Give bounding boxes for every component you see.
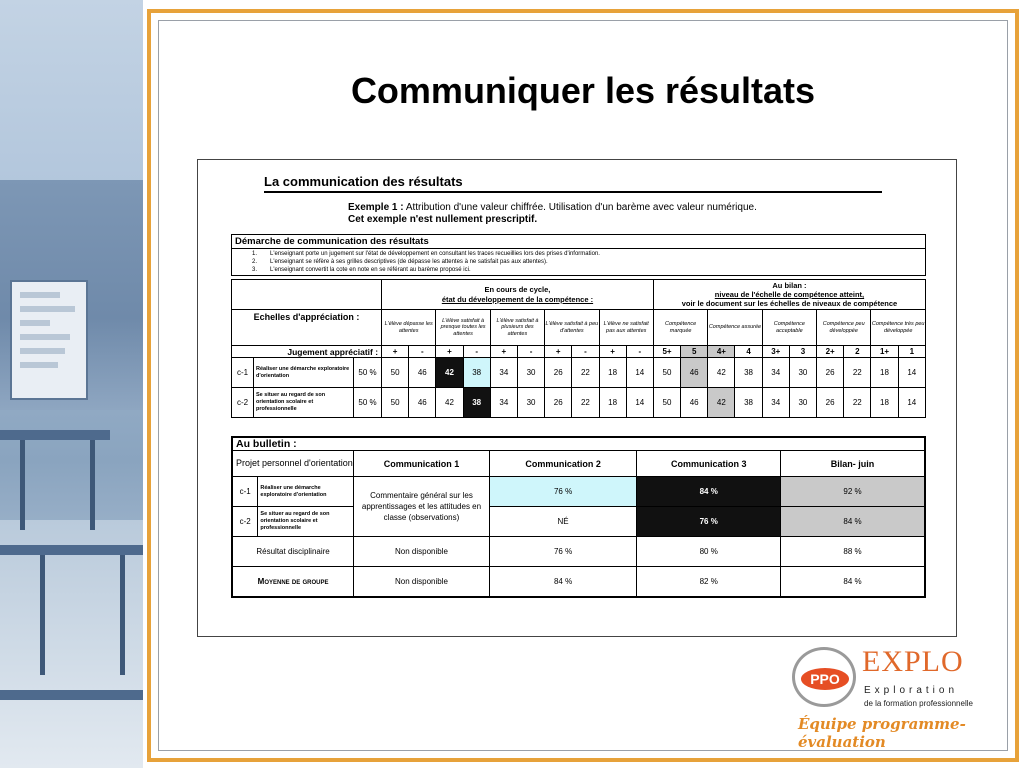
mark: 4 xyxy=(735,346,762,358)
bulletin-header: Bilan- juin xyxy=(781,451,925,477)
explo-subtitle: Exploration xyxy=(864,685,959,696)
mark: + xyxy=(382,346,409,358)
bilan-header: Au bilan : niveau de l'échelle de compétence atteint, voir le document sur les échelles de niveaux de compétence xyxy=(653,280,925,310)
list-item: 1. L'enseignant porte un jugement sur l'état de développement en consultant les traces recueillies lors des prises d'information. xyxy=(252,251,600,257)
scale-level: L'élève satisfait à plusieurs des attentes xyxy=(490,310,544,346)
bulletin-header: Communication 2 xyxy=(489,451,637,477)
mark: + xyxy=(599,346,626,358)
explo-wordmark: EXPLO xyxy=(862,645,964,678)
mark: + xyxy=(436,346,463,358)
demarche-box xyxy=(231,234,926,276)
mark: 1+ xyxy=(871,346,898,358)
mark: - xyxy=(626,346,653,358)
mark: 3 xyxy=(789,346,816,358)
mark: + xyxy=(490,346,517,358)
slide-title: Communiquer les résultats xyxy=(350,70,816,111)
mark: 2 xyxy=(844,346,871,358)
equipe-text: Équipe programme-évaluation xyxy=(798,715,966,751)
scale-level: L'élève satisfait à presque toutes les attentes xyxy=(436,310,490,346)
mark: - xyxy=(572,346,599,358)
scale-level: Compétence acceptable xyxy=(762,310,816,346)
table-row: c-2 Se situer au regard de son orientation scolaire et professionnelle NÉ 76 % 84 % xyxy=(232,507,925,537)
mark: - xyxy=(463,346,490,358)
scale-level: L'élève ne satisfait pas aux attentes xyxy=(599,310,653,346)
scale-level: L'élève dépasse les attentes xyxy=(382,310,436,346)
doc-title: La communication des résultats xyxy=(264,174,882,193)
example-note: Cet exemple n'est nullement prescriptif. xyxy=(348,214,538,225)
mark: + xyxy=(545,346,572,358)
mark: 2+ xyxy=(817,346,844,358)
subject-label: Projet personnel d'orientation xyxy=(232,451,354,477)
scale-level: Compétence très peu développée xyxy=(871,310,926,346)
mark: - xyxy=(409,346,436,358)
scale-level: Compétence marquée xyxy=(653,310,707,346)
example-desc: Attribution d'une valeur chiffrée. Utilisation d'un barème avec valeur numérique. xyxy=(403,202,757,213)
demarche-list xyxy=(232,249,925,275)
table-row: c-1 Réaliser une démarche exploratoire d'orientation 50 % 50 46 42 38 34 30 26 22 18 14 50 46 42 38 34 30 26 22 18 14 xyxy=(232,358,926,388)
table-row: Moyenne de groupe Non disponible 84 % 82 % 84 % xyxy=(232,567,925,597)
scale-table xyxy=(231,279,926,418)
table-row: c-2 Se situer au regard de son orientation scolaire et professionnelle 50 % 50 46 42 38 34 30 26 22 18 14 50 46 42 38 34 30 26 22 18 14 xyxy=(232,388,926,418)
explo-subtitle-2: de la formation professionnelle xyxy=(864,699,973,708)
mark: - xyxy=(517,346,544,358)
classroom-photo xyxy=(0,0,143,768)
scale-level: L'élève satisfait à peu d'attentes xyxy=(545,310,599,346)
mark: 3+ xyxy=(762,346,789,358)
jugement-label: Jugement appréciatif : xyxy=(232,346,382,358)
scanned-document xyxy=(197,159,957,637)
bulletin-header: Communication 3 xyxy=(637,451,781,477)
scale-level: Compétence peu développée xyxy=(817,310,871,346)
bulletin-title: Au bulletin : xyxy=(232,437,925,451)
ppo-logo-icon: PPO xyxy=(792,647,856,707)
echelles-label: Echelles d'appréciation : xyxy=(232,310,382,346)
bulletin-table xyxy=(231,436,926,598)
example-text xyxy=(348,202,757,226)
demarche-heading: Démarche de communication des résultats xyxy=(232,235,925,249)
mark: 4+ xyxy=(708,346,735,358)
mark: 5+ xyxy=(653,346,680,358)
mark: 1 xyxy=(898,346,925,358)
bulletin-header: Communication 1 xyxy=(354,451,490,477)
cycle-header: En cours de cycle, état du développement de la compétence : xyxy=(382,280,654,310)
explo-logo xyxy=(790,645,990,751)
example-label: Exemple 1 : xyxy=(348,202,404,213)
list-item: 3. L'enseignant convertit la cote en note en se référant au barème proposé ici. xyxy=(252,267,471,273)
scale-level: Compétence assurée xyxy=(708,310,762,346)
table-row: Résultat disciplinaire Non disponible 76 % 80 % 88 % xyxy=(232,537,925,567)
mark: 5 xyxy=(681,346,708,358)
list-item: 2. L'enseignant se réfère à ses grilles descriptives (de dépasse les attentes à ne satisfait pas aux attentes). xyxy=(252,259,548,265)
table-row: c-1 Réaliser une démarche exploratoire d'orientation Commentaire général sur les apprentissages et les attitudes en classe (observations) 76 % 84 % 92 % xyxy=(232,477,925,507)
